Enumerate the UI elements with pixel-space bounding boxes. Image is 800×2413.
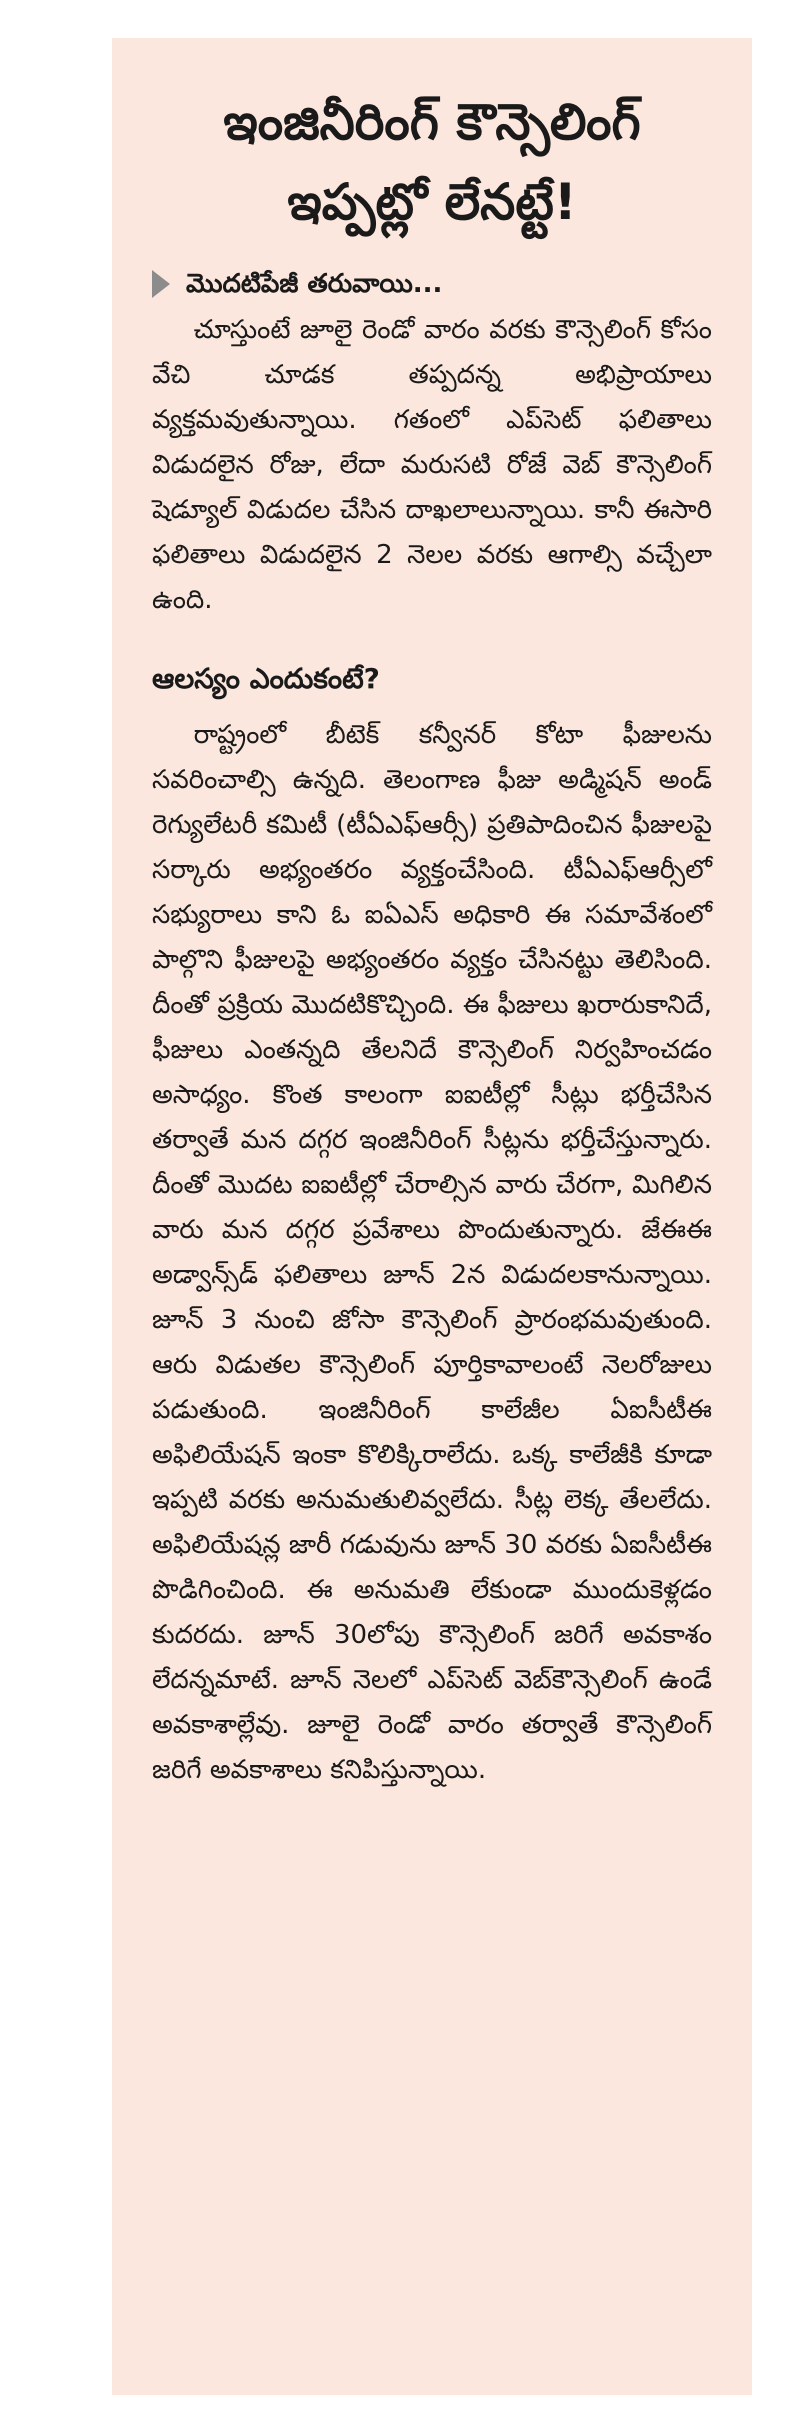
- continuation-text: మొదటిపేజీ తరువాయి...: [186, 269, 443, 299]
- subheading: ఆలస్యం ఎందుకంటే?: [152, 662, 380, 695]
- continuation-note: [152, 264, 712, 304]
- arrow-right-icon: [152, 270, 170, 298]
- news-clipping: [112, 38, 752, 2395]
- body-paragraph-2: రాష్ట్రంలో బీటెక్ కన్వీనర్ కోటా ఫీజులను సవరించాల్సి ఉన్నది. తెలంగాణ ఫీజు అడ్మిషన్ అండ్ రెగ్యులేటరీ కమిటీ (టీఏఎఫ్‌ఆర్సీ) ప్రతిపాదించిన ఫీజులపై సర్కారు అభ్యంతరం వ్యక్తంచేసింది. టీఏఎఫ్‌ఆర్సీలో సభ్యురాలు కాని ఓ ఐఏఎస్ అధికారి ఈ సమావేశంలో పాల్గొని ఫీజులపై అభ్యంతరం వ్యక్తం చేసినట్టు తెలిసింది. దీంతో ప్రక్రియ మొదటికొచ్చింది. ఈ ఫీజులు ఖరారుకానిదే, ఫీజులు ఎంతన్నది తేలనిదే కౌన్సెలింగ్ నిర్వహించడం అసాధ్యం. కొంత కాలంగా ఐఐటీల్లో సీట్లు భర్తీచేసిన తర్వాతే మన దగ్గర ఇంజినీరింగ్ సీట్లను భర్తీచేస్తున్నారు. దీంతో మొదట ఐఐటీల్లో చేరాల్సిన వారు చేరగా, మిగిలిన వారు మన దగ్గర ప్రవేశాలు పొందుతున్నారు. జేఈఈ అడ్వాన్స్‌డ్ ఫలితాలు జూన్ 2న విడుదలకానున్నాయి. జూన్ 3 నుంచి జోసా కౌన్సెలింగ్ ప్రారంభమవుతుంది. ఆరు విడుతల కౌన్సెలింగ్ పూర్తికావాలంటే నెలరోజులు పడుతుంది. ఇంజినీరింగ్ కాలేజీల ఏఐసీటీఈ అఫిలియేషన్ ఇంకా కొలిక్కిరాలేదు. ఒక్క కాలేజీకి కూడా ఇప్పటి వరకు అనుమతులివ్వలేదు. సీట్ల లెక్క తేలలేదు. అఫిలియేషన్ల జారీ గడువును జూన్ 30 వరకు ఏఐసీటీఈ పొడిగించింది. ఈ అనుమతి లేకుండా ముందుకెళ్లడం కుదరదు. జూన్ 30లోపు కౌన్సెలింగ్ జరిగే అవకాశం లేదన్నమాటే. జూన్ నెలలో ఎప్‌సెట్ వెబ్‌కౌన్సెలింగ్ ఉండే అవకాశాల్లేవు. జూలై రెండో వారం తర్వాతే కౌన్సెలింగ్ జరిగే అవకాశాలు కనిపిస్తున్నాయి.: [152, 720, 712, 1785]
- headline-line-1: ఇంజినీరింగ్ కౌన్సెలింగ్: [223, 93, 641, 151]
- headline: [152, 82, 712, 242]
- body-paragraph-1: చూస్తుంటే జూలై రెండో వారం వరకు కౌన్సెలింగ్ కోసం వేచి చూడక తప్పదన్న అభిప్రాయాలు వ్యక్తమవుతున్నాయి. గతంలో ఎప్‌సెట్ ఫలితాలు విడుదలైన రోజు, లేదా మరుసటి రోజే వెబ్ కౌన్సెలింగ్ షెడ్యూల్ విడుదల చేసిన దాఖలాలున్నాయి. కానీ ఈసారి ఫలితాలు విడుదలైన 2 నెలల వరకు ఆగాల్సి వచ్చేలా ఉంది.: [152, 315, 712, 615]
- headline-line-2: ఇప్పట్లో లేనట్టే!: [287, 173, 577, 231]
